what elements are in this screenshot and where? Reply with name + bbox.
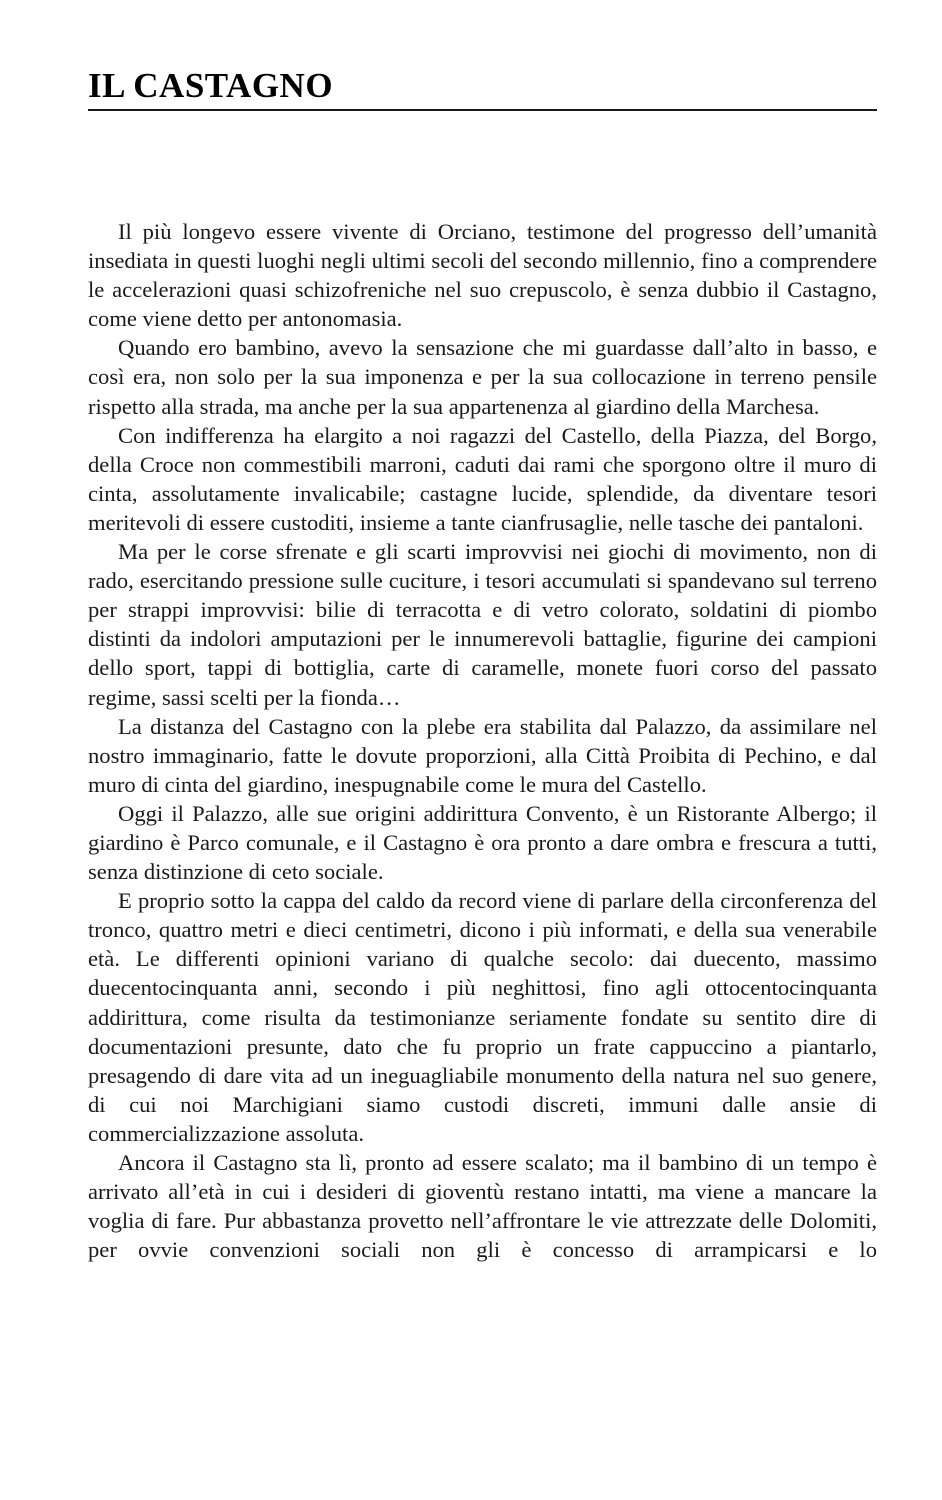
paragraph: Il più longevo essere vivente di Orciano, testimone del progresso dell’umanità insediata in questi luoghi negli ultimi secoli del secondo millennio, fino a comprendere le accelerazioni quasi schizofreniche nel suo crepuscolo, è senza dubbio il Castagno, come viene detto per antonomasia.: [88, 219, 877, 332]
paragraph: Ancora il Castagno sta lì, pronto ad essere scalato; ma il bambino di un tempo è arrivato all’età in cui i desideri di gioventù restano intatti, ma viene a mancare la voglia di fare. Pur abbastanza provetto nell’affrontare le vie attrezzate delle Dolomiti, per ovvie convenzioni sociali non gli è concesso di arrampicarsi e lo: [88, 1150, 877, 1263]
paragraph: Con indifferenza ha elargito a noi ragazzi del Castello, della Piazza, del Borgo, della Croce non commestibili marroni, caduti dai rami che sporgono oltre il muro di cinta, assolutamente invalicabile; castagne lucide, splendide, da diventare tesori meritevoli di essere custoditi, insieme a tante cianfrusaglie, nelle tasche dei pantaloni.: [88, 422, 877, 535]
paragraph: E proprio sotto la cappa del caldo da record viene di parlare della circonferenza del tronco, quattro metri e dieci centimetri, dicono i più informati, e della sua venerabile età. Le differenti opinioni variano di qualche secolo: dai duecento, massimo duecentocinquanta anni, secondo i più neghittosi, fino agli ottocentocinquanta addirittura, come risulta da testimonianze seriamente fondate su sentito dire di documentazioni presunte, dato che fu proprio un frate cappuccino a piantarlo, presagendo di dare vita ad un ineguagliabile monumento della natura nel suo genere, di cui noi Marchigiani siamo custodi discreti, immuni dalle ansie di commercializzazione assoluta.: [88, 888, 877, 1146]
page-content: [88, 0, 877, 1264]
chapter-title: IL CASTAGNO: [88, 66, 334, 105]
paragraph: Ma per le corse sfrenate e gli scarti improvvisi nei giochi di movimento, non di rado, esercitando pressione sulle cuciture, i tesori accumulati si spandevano sul terreno per strappi improvvisi: bilie di terracotta e di vetro colorato, soldatini di piombo distinti da indolori amputazioni per le innumerevoli battaglie, figurine dei campioni dello sport, tappi di bottiglia, carte di caramelle, monete fuori corso del passato regime, sassi scelti per la fionda…: [88, 539, 877, 710]
paragraph: La distanza del Castagno con la plebe era stabilita dal Palazzo, da assimilare nel nostro immaginario, fatte le dovute proporzioni, alla Città Proibita di Pechino, e dal muro di cinta del giardino, inespugnabile come le mura del Castello.: [88, 713, 877, 797]
title-divider-rule: [88, 109, 877, 111]
paragraph: Oggi il Palazzo, alle sue origini addirittura Convento, è un Ristorante Albergo; il giardino è Parco comunale, e il Castagno è ora pronto a dare ombra e frescura a tutti, senza distinzione di ceto sociale.: [88, 800, 877, 885]
chapter-body: [88, 217, 877, 1264]
paragraph: Quando ero bambino, avevo la sensazione che mi guardasse dall’alto in basso, e così era, non solo per la sua imponenza e per la sua collocazione in terreno pensile rispetto alla strada, ma anche per la sua appartenenza al giardino della Marchesa.: [88, 335, 877, 419]
